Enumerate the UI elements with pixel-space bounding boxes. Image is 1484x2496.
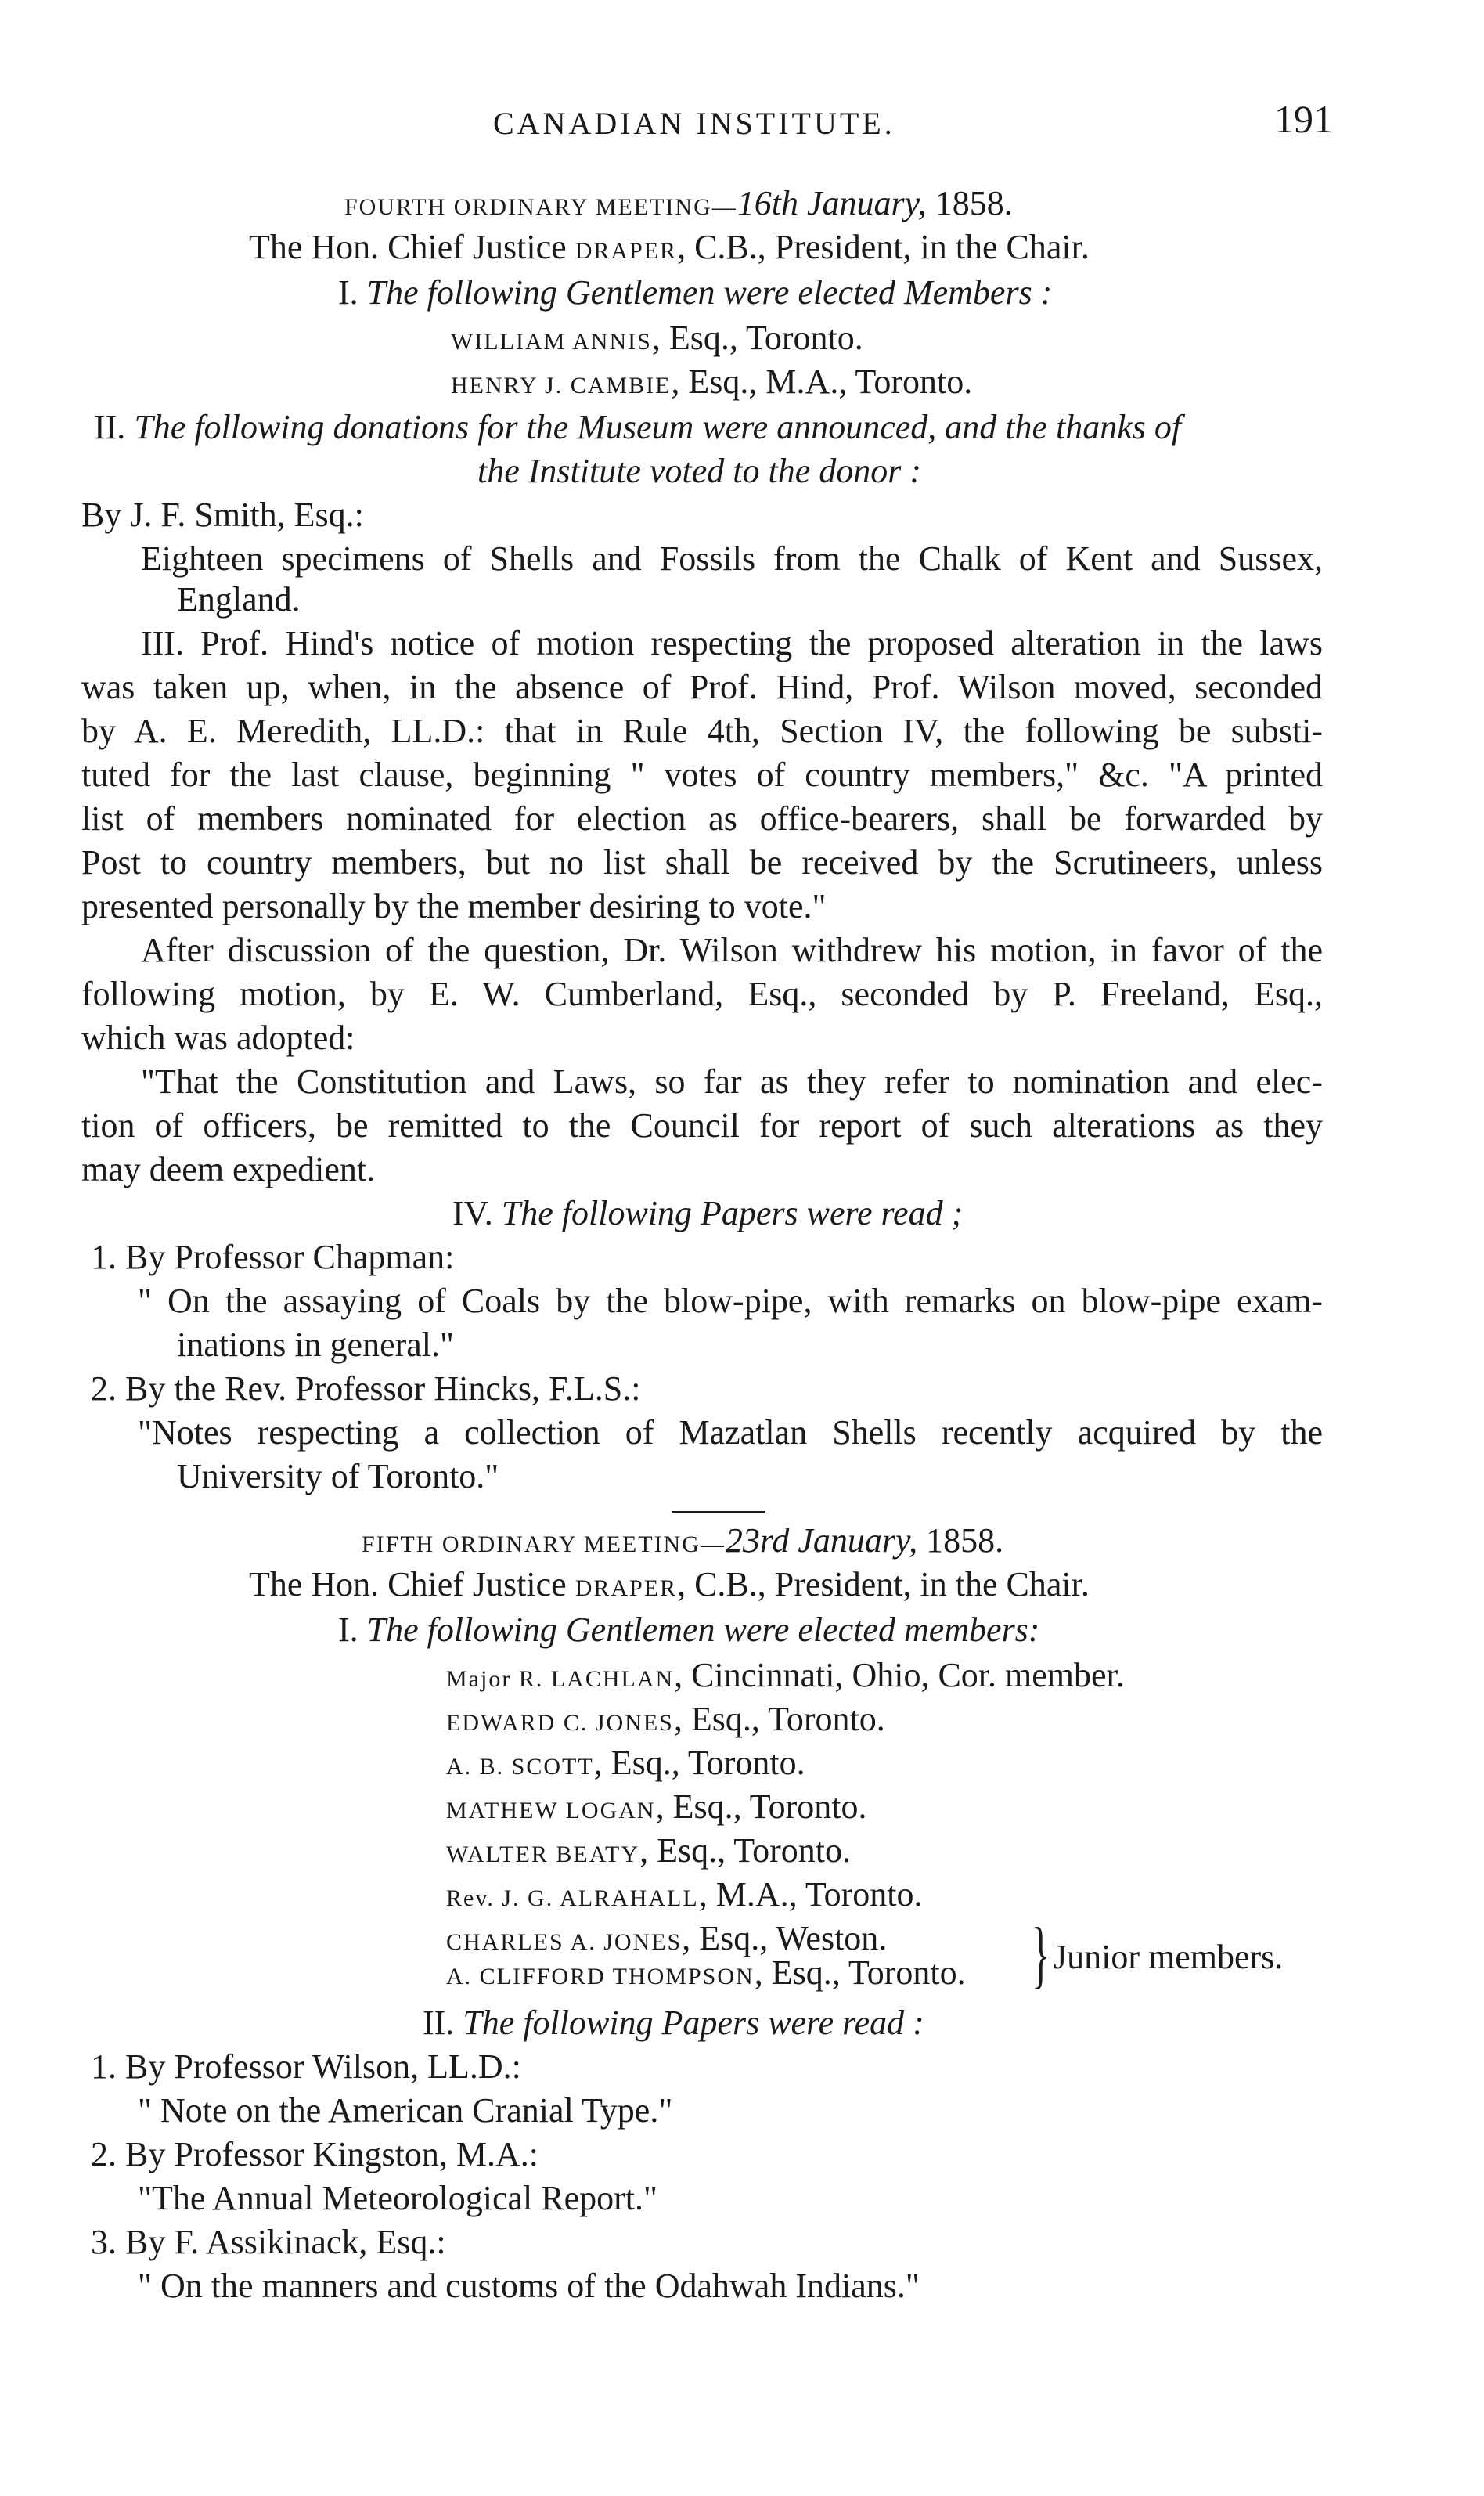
member-details: , Esq., M.A., Toronto.: [671, 362, 973, 401]
chair-name: DRAPER: [575, 238, 678, 264]
meeting-year: 1858.: [926, 184, 1013, 222]
paper-author: 1. By Professor Wilson, LL.D.:: [91, 2047, 521, 2086]
member-entry: [446, 1873, 923, 1921]
section-title: The following Gentlemen were elected members:: [366, 1610, 1040, 1649]
paper-author: 2. By Professor Kingston, M.A.:: [91, 2135, 539, 2173]
section-number: I.: [338, 1610, 367, 1649]
meeting-year: 1858.: [917, 1521, 1004, 1560]
quote-line: "That the Constitution and Laws, so far as they refer to nomination and elec-: [141, 1062, 1323, 1101]
meeting-label: FIFTH ORDINARY MEETING—: [362, 1531, 726, 1557]
paper-title: "Notes respecting a collection of Mazatlan Shells recently acquired by the: [138, 1413, 1323, 1452]
member-entry: [446, 1654, 1125, 1701]
section-number: II.: [94, 408, 135, 446]
paragraph-line: which was adopted:: [81, 1019, 355, 1057]
paragraph-line: was taken up, when, in the absence of Prof. Hind, Prof. Wilson moved, seconded: [81, 668, 1323, 706]
paragraph-line: III. Prof. Hind's notice of motion respecting the proposed alteration in the laws: [141, 624, 1323, 662]
fourth-section-2-heading: [94, 406, 1181, 449]
chair-text-end: , C.B., President, in the Chair.: [677, 228, 1090, 266]
member-entry: [446, 1785, 866, 1833]
quote-line: may deem expedient.: [81, 1150, 376, 1188]
running-header-title: CANADIAN INSTITUTE.: [493, 106, 895, 141]
meeting-date: 16th January,: [737, 184, 927, 222]
paragraph-line: presented personally by the member desiring to vote.": [81, 887, 827, 925]
fifth-section-2-heading: [423, 2001, 924, 2045]
member-entry: [446, 1951, 966, 1999]
paper-author: 1. By Professor Chapman:: [91, 1238, 455, 1276]
member-name: MATHEW LOGAN: [446, 1798, 656, 1823]
fourth-section-2-heading-cont: [477, 449, 921, 493]
fifth-meeting-chair: [249, 1563, 1090, 1610]
paper-title: " On the assaying of Coals by the blow-pipe, with remarks on blow-pipe exam-: [138, 1282, 1323, 1320]
section-number: I.: [338, 273, 367, 312]
paper-author: 2. By the Rev. Professor Hincks, F.L.S.:: [91, 1369, 641, 1408]
meeting-label: FOURTH ORDINARY MEETING—: [344, 194, 737, 220]
chair-text: The Hon. Chief Justice: [249, 228, 575, 266]
chair-text: The Hon. Chief Justice: [249, 1565, 575, 1603]
member-entry: [446, 1829, 851, 1877]
section-title-cont: the Institute voted to the donor :: [477, 452, 921, 490]
member-name: Major R. LACHLAN: [446, 1666, 675, 1692]
paper-title: " On the manners and customs of the Odahwah Indians.": [138, 2267, 920, 2305]
member-entry: [446, 1741, 805, 1789]
fifth-meeting-heading: [362, 1519, 1003, 1567]
member-details: , M.A., Toronto.: [698, 1875, 923, 1913]
section-title: The following Papers were read :: [463, 2004, 924, 2042]
paper-title-cont: inations in general.": [177, 1326, 454, 1364]
member-details: , Esq., Toronto.: [651, 319, 863, 357]
donor-line: By J. F. Smith, Esq.:: [81, 496, 364, 534]
chair-text-end: , C.B., President, in the Chair.: [677, 1565, 1090, 1603]
member-entry: [446, 1697, 885, 1745]
member-name: CHARLES A. JONES: [446, 1929, 683, 1955]
member-details: , Esq., Toronto.: [639, 1831, 851, 1870]
member-details: , Esq., Toronto.: [754, 1953, 966, 1992]
member-name: WALTER BEATY: [446, 1841, 640, 1867]
junior-members-brace: }: [1032, 1912, 1050, 1996]
section-title: The following donations for the Museum were announced, and the thanks of: [134, 408, 1182, 446]
junior-members-label: Junior members.: [1054, 1938, 1284, 1976]
member-name: WILLIAM ANNIS: [451, 329, 652, 355]
paper-title-cont: University of Toronto.": [177, 1457, 499, 1495]
section-title: The following Gentlemen were elected Members :: [366, 273, 1053, 312]
member-details: , Cincinnati, Ohio, Cor. member.: [674, 1656, 1125, 1694]
member-name: Rev. J. G. ALRAHALL: [446, 1885, 699, 1911]
member-entry: [451, 360, 972, 408]
member-name: HENRY J. CAMBIE: [451, 373, 672, 399]
member-name: A. CLIFFORD THOMPSON: [446, 1964, 755, 1989]
paragraph-line: by A. E. Meredith, LL.D.: that in Rule 4th, Section IV, the following be substi-: [81, 712, 1323, 750]
chair-name: DRAPER: [575, 1575, 678, 1601]
fifth-section-1-heading: [338, 1608, 1039, 1652]
fourth-section-4-heading: [452, 1192, 963, 1235]
paragraph-line: tuted for the last clause, beginning " votes of country members," &c. "A printed: [81, 756, 1323, 794]
paper-title: "The Annual Meteorological Report.": [138, 2179, 657, 2217]
fourth-meeting-heading: [344, 182, 1013, 229]
section-title: The following Papers were read ;: [501, 1194, 964, 1232]
member-details: , Esq., Toronto.: [593, 1744, 805, 1782]
paper-title: " Note on the American Cranial Type.": [138, 2091, 673, 2130]
fourth-section-1-heading: [338, 271, 1052, 315]
paper-author: 3. By F. Assikinack, Esq.:: [91, 2223, 446, 2261]
member-details: , Esq., Toronto.: [673, 1700, 885, 1738]
member-name: A. B. SCOTT: [446, 1754, 594, 1780]
paragraph-line: following motion, by E. W. Cumberland, Esq., seconded by P. Freeland, Esq.,: [81, 975, 1323, 1013]
paragraph-line: list of members nominated for election as office-bearers, shall be forwarded by: [81, 799, 1323, 838]
member-entry: [451, 316, 863, 364]
donation-line: England.: [177, 580, 301, 619]
section-divider: [672, 1511, 765, 1513]
quote-line: tion of officers, be remitted to the Council for report of such alterations as they: [81, 1106, 1323, 1145]
member-details: , Esq., Toronto.: [655, 1787, 867, 1826]
section-number: II.: [423, 2004, 463, 2042]
page-number: 191: [1274, 97, 1333, 141]
meeting-date: 23rd January,: [725, 1521, 918, 1560]
member-name: EDWARD C. JONES: [446, 1710, 674, 1736]
fourth-meeting-chair: [249, 225, 1090, 273]
section-number: IV.: [452, 1194, 502, 1232]
paragraph-line: After discussion of the question, Dr. Wilson withdrew his motion, in favor of the: [141, 931, 1323, 969]
donation-line: Eighteen specimens of Shells and Fossils from the Chalk of Kent and Sussex,: [141, 539, 1323, 578]
paragraph-line: Post to country members, but no list shall be received by the Scrutineers, unless: [81, 843, 1323, 882]
member-details: , Esq., Weston.: [682, 1919, 888, 1957]
